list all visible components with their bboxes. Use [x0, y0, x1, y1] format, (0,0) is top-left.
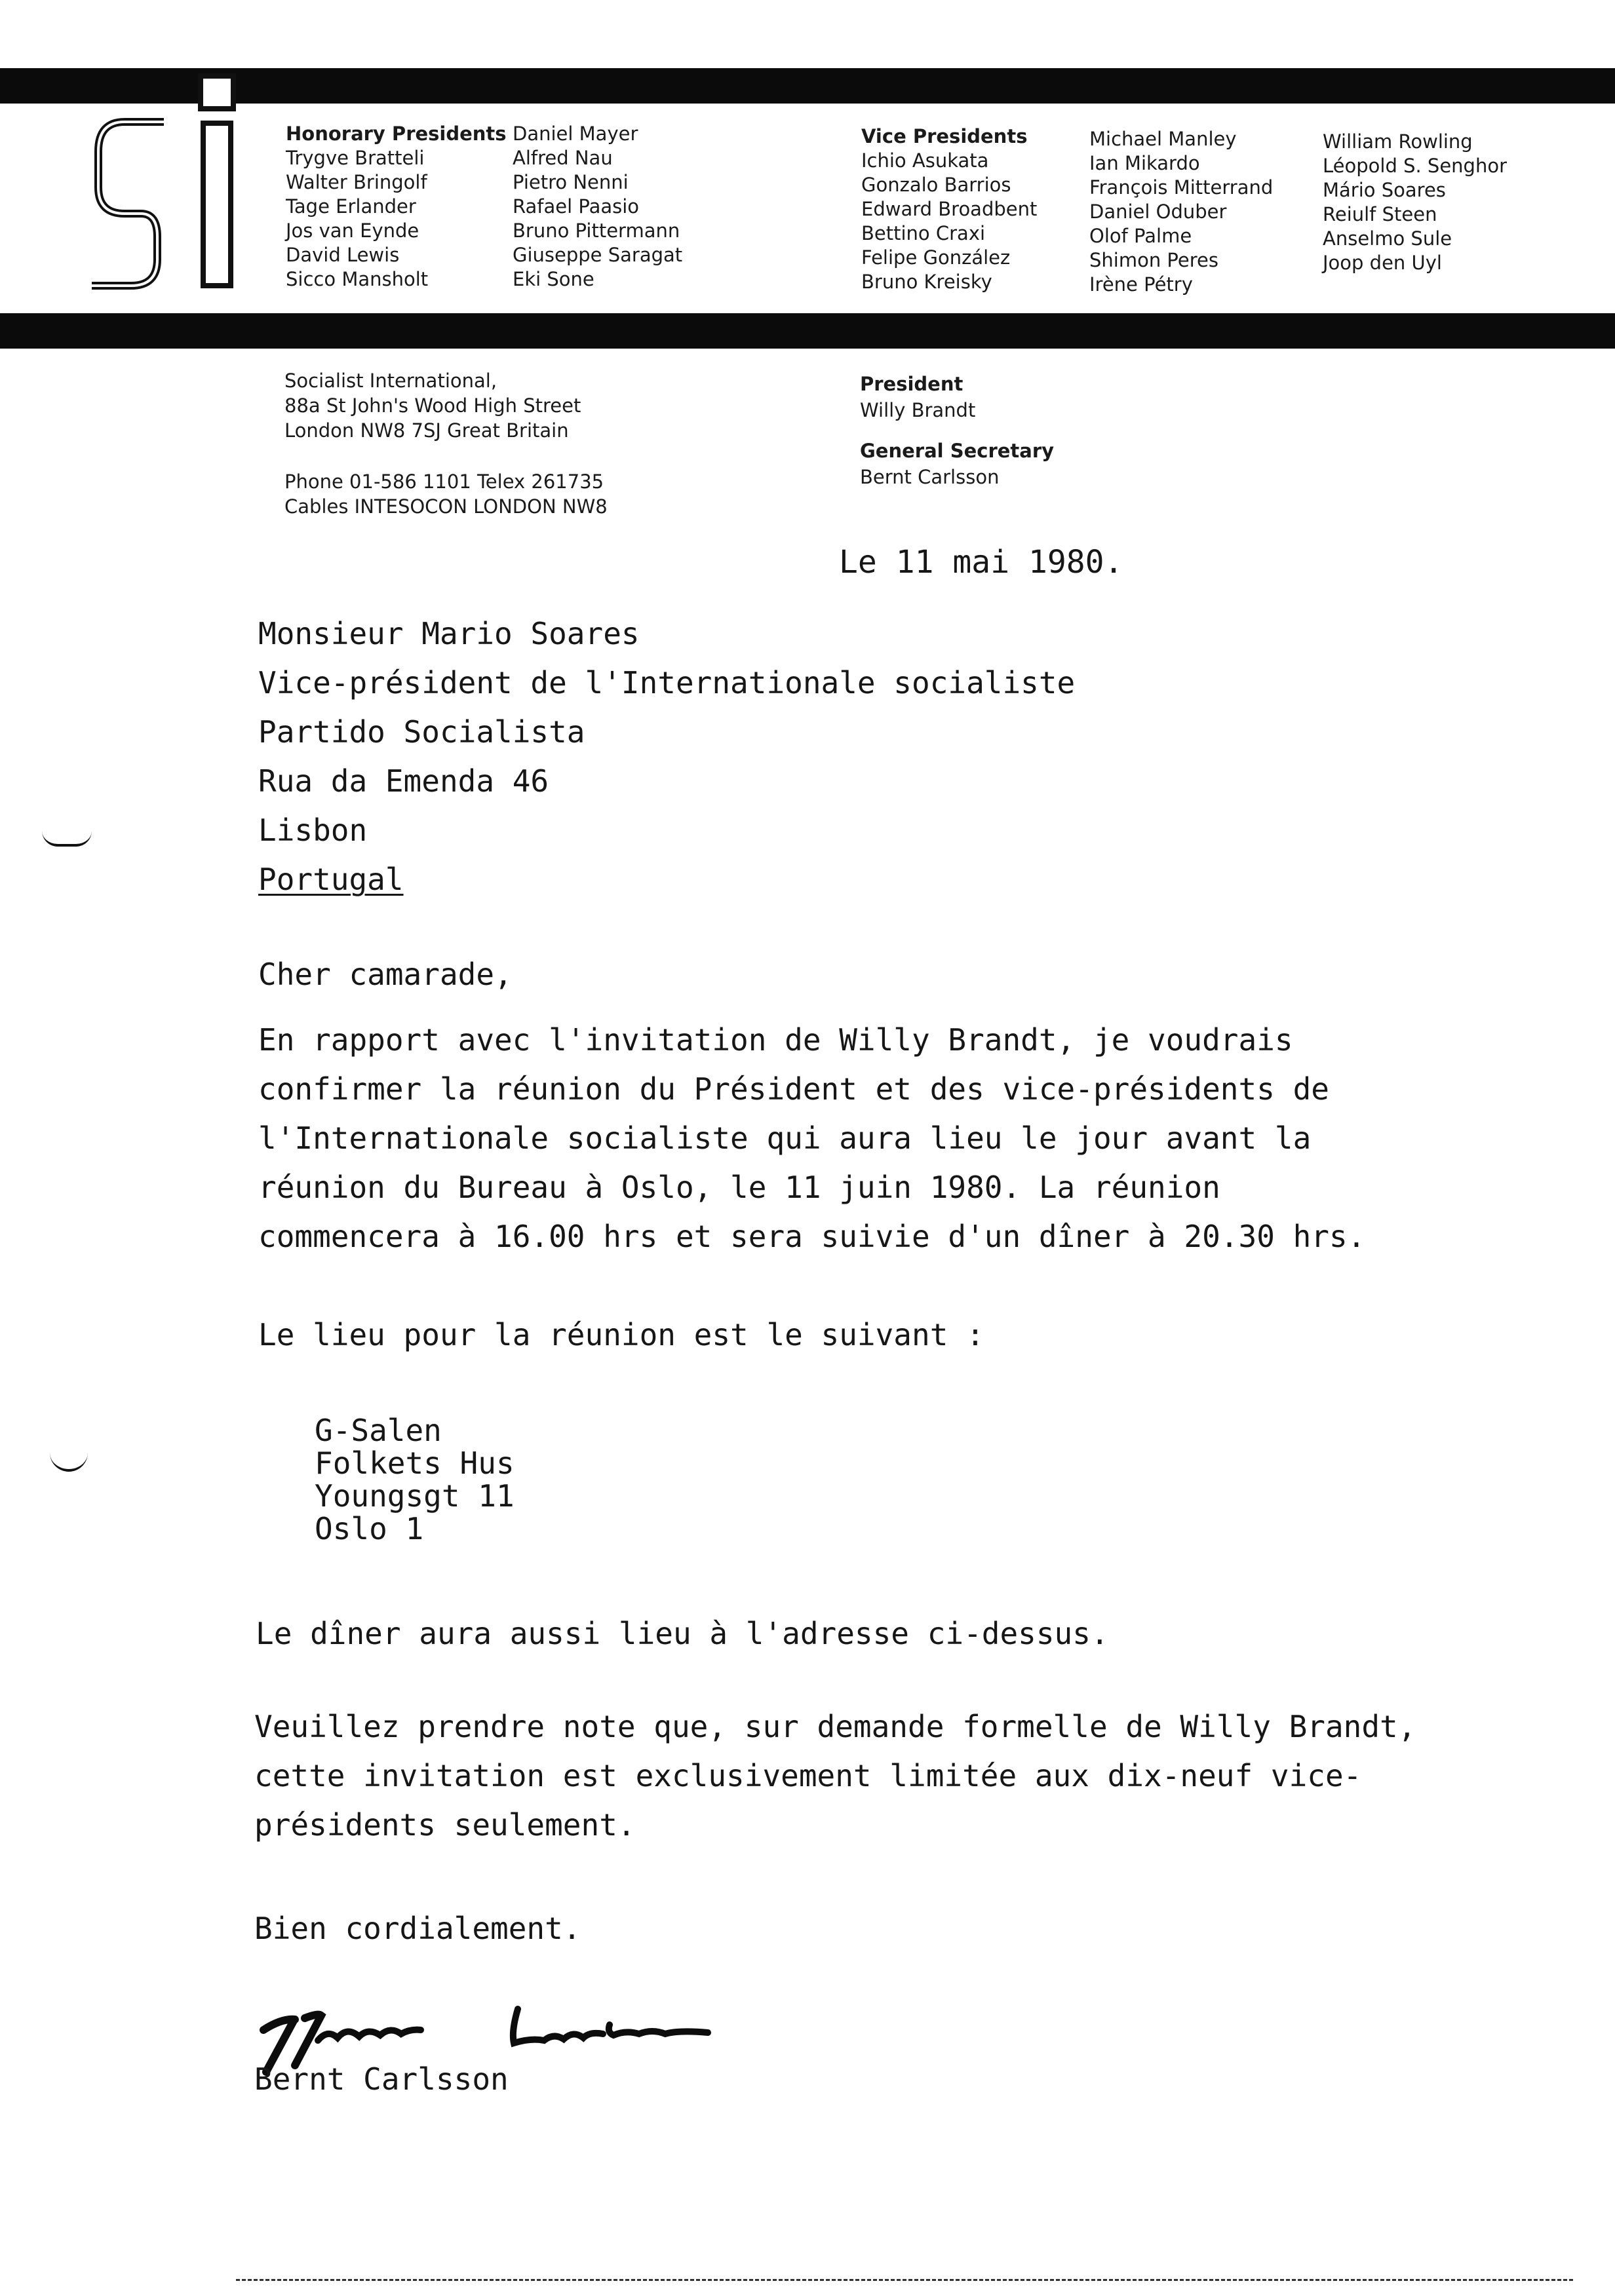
paragraph-line: En rapport avec l'invitation de Willy Brandt, je voudrais	[258, 1022, 1293, 1058]
letter-date: Le 11 mai 1980.	[839, 544, 1123, 581]
honorary-president: Giuseppe Saragat	[513, 244, 683, 266]
honorary-president: Sicco Mansholt	[286, 268, 429, 290]
vice-president: Edward Broadbent	[861, 198, 1038, 220]
honorary-president: Eki Sone	[513, 268, 594, 290]
vice-president: Mário Soares	[1323, 179, 1446, 201]
vice-president: Joop den Uyl	[1323, 252, 1442, 274]
honorary-president: Bruno Pittermann	[513, 220, 680, 242]
honorary-president: Daniel Mayer	[513, 123, 638, 145]
paragraph-line: réunion du Bureau à Oslo, le 11 juin 1980. La réunion	[258, 1170, 1220, 1205]
president-name: Willy Brandt	[860, 399, 976, 421]
vice-presidents-col1	[861, 124, 1037, 294]
paragraph-line: l'Internationale socialiste qui aura lieu le jour avant la	[258, 1120, 1312, 1156]
margin-mark	[42, 831, 92, 847]
salutation: Cher camarade,	[258, 957, 513, 992]
vice-presidents-col3	[1323, 130, 1507, 275]
vice-president: Ian Mikardo	[1089, 152, 1200, 174]
honorary-president: Pietro Nenni	[513, 171, 629, 193]
vice-president: William Rowling	[1323, 130, 1473, 153]
margin-mark	[50, 1452, 88, 1472]
vice-president: Léopold S. Senghor	[1323, 155, 1507, 177]
paragraph-2	[254, 1702, 1416, 1850]
honorary-presidents-col1	[286, 122, 507, 292]
vice-president: François Mitterrand	[1089, 176, 1274, 199]
secretary-name: Bernt Carlsson	[860, 466, 1000, 488]
address-phone: Phone 01-586 1101 Telex 261735	[284, 470, 604, 493]
secretary-title: General Secretary	[860, 440, 1055, 462]
dinner-note: Le dîner aura aussi lieu à l'adresse ci-dessus.	[256, 1616, 1109, 1651]
venue-line: Youngsgt 11	[315, 1478, 515, 1514]
vice-president: Ichio Asukata	[861, 149, 989, 172]
recipient-street: Rua da Emenda 46	[258, 763, 549, 799]
honorary-president: Alfred Nau	[513, 147, 613, 169]
recipient-name: Monsieur Mario Soares	[258, 616, 640, 651]
recipient-city: Lisbon	[258, 813, 368, 848]
venue-intro: Le lieu pour la réunion est le suivant :	[258, 1317, 984, 1352]
vice-president: Shimon Peres	[1089, 249, 1218, 271]
recipient-block	[258, 609, 1075, 904]
closing: Bien cordialement.	[254, 1911, 581, 1946]
vice-president: Olof Palme	[1089, 225, 1192, 247]
address-city: London NW8 7SJ Great Britain	[284, 419, 569, 442]
vice-president: Daniel Oduber	[1089, 201, 1227, 223]
paragraph-line: confirmer la réunion du Président et des vice-présidents de	[258, 1071, 1329, 1107]
paragraph-line: Veuillez prendre note que, sur demande formelle de Willy Brandt,	[254, 1709, 1416, 1744]
sender-address	[284, 368, 608, 519]
paragraph-line: présidents seulement.	[254, 1807, 636, 1843]
recipient-title: Vice-président de l'Internationale socialiste	[258, 665, 1076, 700]
recipient-party: Partido Socialista	[258, 714, 585, 750]
honorary-president: Jos van Eynde	[286, 220, 419, 242]
paragraph-1	[258, 1016, 1365, 1261]
address-street: 88a St John's Wood High Street	[284, 394, 581, 417]
venue-address	[315, 1414, 515, 1545]
address-cables: Cables INTESOCON LONDON NW8	[284, 495, 608, 518]
paragraph-line: cette invitation est exclusivement limitée aux dix-neuf vice-	[254, 1758, 1362, 1793]
vice-president: Reiulf Steen	[1323, 203, 1437, 225]
vice-presidents-col2	[1089, 127, 1273, 297]
venue-line: Folkets Hus	[315, 1445, 515, 1481]
president-title: President	[860, 373, 963, 395]
paragraph-line: commencera à 16.00 hrs et sera suivie d'un dîner à 20.30 hrs.	[258, 1219, 1366, 1254]
header-bottom-bar	[0, 313, 1615, 349]
si-logo	[85, 63, 243, 305]
honorary-presidents-title: Honorary Presidents	[286, 123, 507, 145]
vice-president: Bruno Kreisky	[861, 271, 992, 293]
address-org: Socialist International,	[284, 370, 497, 392]
honorary-president: Rafael Paasio	[513, 195, 640, 218]
vice-president: Bettino Craxi	[861, 222, 986, 244]
vice-president: Michael Manley	[1089, 128, 1237, 150]
officers	[860, 371, 1054, 490]
vice-president: Anselmo Sule	[1323, 227, 1452, 250]
bottom-rule	[236, 2279, 1573, 2281]
signatory-name: Bernt Carlsson	[254, 2061, 509, 2097]
honorary-president: Walter Bringolf	[286, 171, 427, 193]
honorary-president: David Lewis	[286, 244, 400, 266]
venue-line: Oslo 1	[315, 1511, 424, 1546]
venue-line: G-Salen	[315, 1413, 442, 1448]
honorary-presidents-col2	[513, 122, 682, 292]
recipient-country: Portugal	[258, 862, 404, 897]
honorary-president: Tage Erlander	[286, 195, 416, 218]
honorary-president: Trygve Bratteli	[286, 147, 425, 169]
vice-president: Irène Pétry	[1089, 273, 1193, 296]
vice-president: Gonzalo Barrios	[861, 174, 1011, 196]
vice-presidents-title: Vice Presidents	[861, 125, 1028, 147]
vice-president: Felipe González	[861, 246, 1011, 269]
